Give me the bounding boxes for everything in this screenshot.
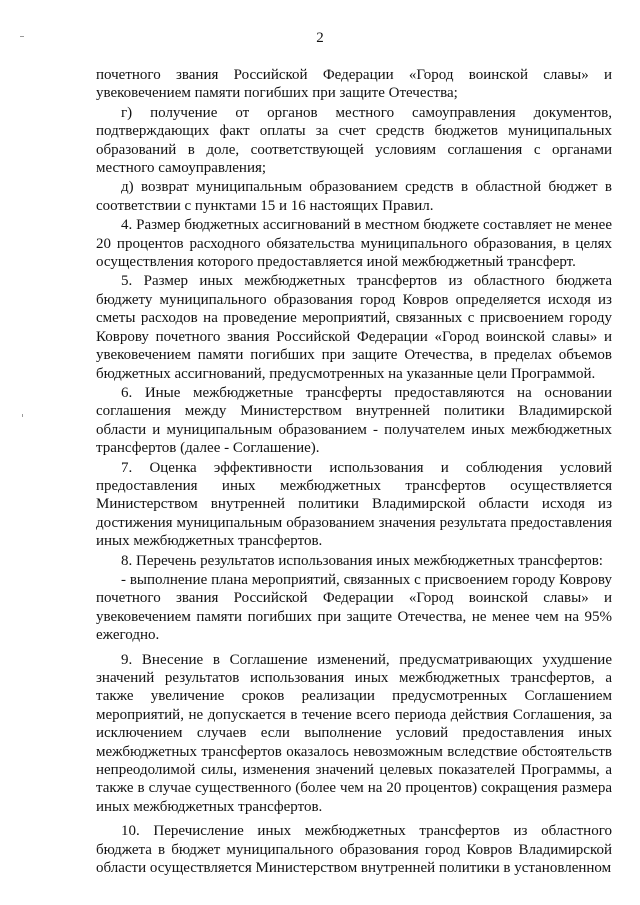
paragraph-continuation: почетного звания Российской Федерации «Город воинской славы» и увековечением памяти погибших при защите Отечества; [96, 67, 612, 102]
paragraph-6: 6. Иные межбюджетные трансферты предоставляются на основании соглашения между Министерством внутренней политики Владимирской области и муниципальным образованием - получателем иных межбюджетных трансфертов (далее - Соглашение). [96, 384, 612, 457]
paragraph-8-item: - выполнение плана мероприятий, связанных с присвоением городу Коврову почетного звания Российской Федерации «Город воинской славы» и увековечением памяти погибших при защите Отечества, не менее чем на 95% ежегодно. [96, 571, 612, 644]
paragraph-item-d: д) возврат муниципальным образованием средств в областной бюджет в соответствии с пунктами 15 и 16 настоящих Правил. [96, 179, 612, 214]
paragraph-5: 5. Размер иных межбюджетных трансфертов из областного бюджета бюджету муниципального образования город Ковров определяется исходя из сметы расходов на проведение мероприятий, связанных с присвоением городу Коврову почетного звания Российской Федерации «Город воинской славы» и увековечением памяти погибших при защите Отечества, в пределах объемов бюджетных ассигнований, предусмотренных на указанные цели Программой. [96, 273, 612, 382]
paragraph-8: 8. Перечень результатов использования иных межбюджетных трансфертов: [121, 552, 603, 569]
paragraph-7: 7. Оценка эффективности использования и соблюдения условий предоставления иных межбюджетных трансфертов осуществляется Министерством внутренней политики Владимирской области исходя из достижения муниципальным образованием значения результата предоставления иных межбюджетных трансфертов. [96, 459, 612, 550]
page-number: 2 [316, 30, 324, 46]
scan-edge-mark [22, 414, 23, 417]
document-body [96, 66, 612, 878]
paragraph-9: 9. Внесение в Соглашение изменений, предусматривающих ухудшение значений результатов использования иных межбюджетных трансфертов, а также увеличение сроков реализации предусмотренных Соглашением мероприятий, не допускается в течение всего периода действия Соглашения, за исключением случаев если выполнение условий предоставления иных межбюджетных трансфертов оказалось невозможным вследствие обстоятельств непреодолимой силы, изменения значений целевых показателей Программы, а также в случае существенного (более чем на 20 процентов) сокращения размера иных межбюджетных трансфертов. [96, 651, 612, 815]
paragraph-item-g: г) получение от органов местного самоуправления документов, подтверждающих факт оплаты за счет средств бюджетов муниципальных образований в доле, соответствующей условиям соглашения с органами местного самоуправления; [96, 104, 612, 177]
paragraph-10: 10. Перечисление иных межбюджетных трансфертов из областного бюджета в бюджет муниципального образования город Ковров Владимирской области осуществляется Министерством внутренней политики в установленном [96, 823, 612, 877]
paragraph-4: 4. Размер бюджетных ассигнований в местном бюджете составляет не менее 20 процентов расходного обязательства муниципального образования, в целях осуществления которого предоставляется иной межбюджетный трансферт. [96, 217, 612, 271]
